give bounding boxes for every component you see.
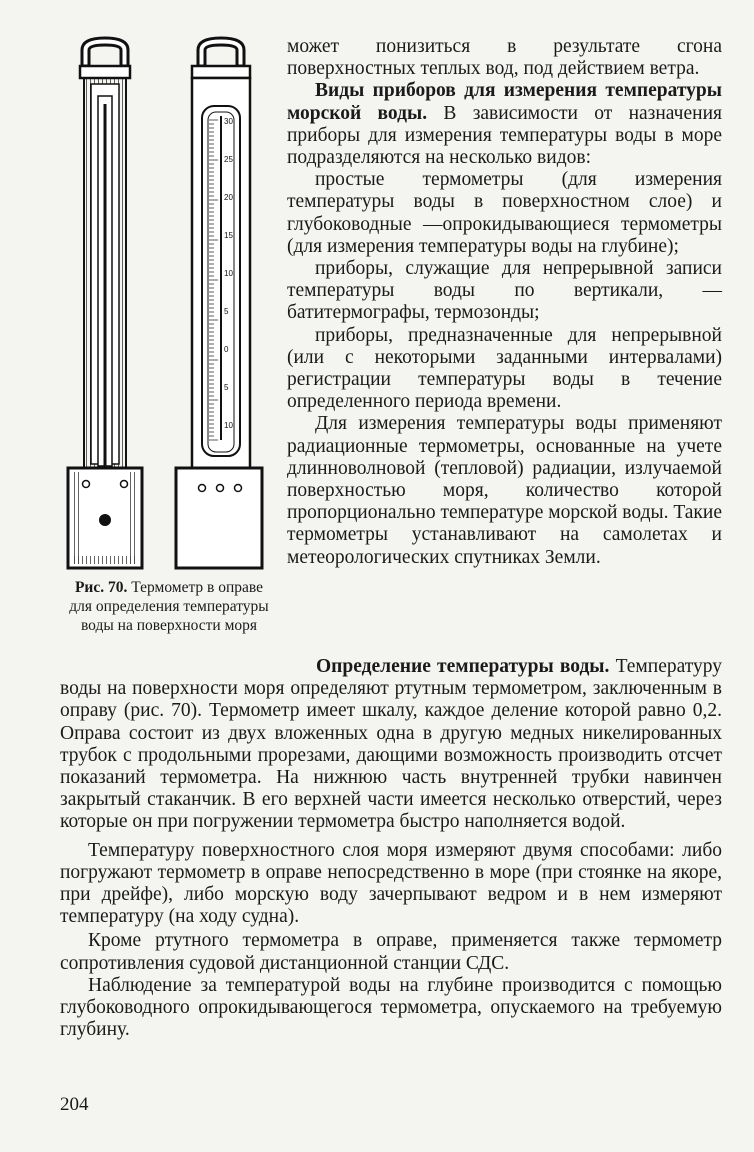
paragraph-6: Для измерения температуры воды применяют радиационные термометры, основанные на учете длинноволновой (тепловой) радиации, излучаемой поверхностью моря, количество которой пропорционально температуре морской воды. Такие термометры устанавливают на самолетах и метеорологических спутниках Земли.: [287, 413, 722, 568]
paragraph-9: Кроме ртутного термометра в оправе, применяется также термометр сопротивления судовой дистанционной станции СДС.: [60, 930, 722, 974]
paragraph-3: простые термометры (для измерения температуры воды в поверхностном слое) и глубоководные —опрокидывающиеся термометры (для измерения температуры воды на глубине);: [287, 169, 722, 257]
paragraph-5: приборы, предназначенные для непрерывной (или с некоторыми заданными интервалами) регистрации температуры воды в течение определенного периода времени.: [287, 324, 722, 413]
paragraph-10: Наблюдение за температурой воды на глубине производится с помощью глубоководного опрокидывающегося термометра, опускаемого на требуемую глубину.: [60, 974, 722, 1041]
figure-70: [58, 36, 280, 576]
paragraph-7: [60, 656, 722, 834]
paragraph-1: может понизиться в результате сгона поверхностных теплых вод, под действием ветра.: [287, 36, 722, 80]
paragraph-2-text: В зависимости от назначения приборы для измерения температуры воды в море подразделяются на несколько видов:: [287, 102, 722, 169]
full-width-text: [60, 656, 722, 1041]
scale-label: 25: [224, 155, 233, 164]
scale-label: 5: [224, 307, 229, 316]
caption-lead: Рис. 70.: [74, 579, 128, 596]
thermometer-illustration: [58, 36, 280, 576]
scale-label: 0: [224, 345, 229, 354]
heading-water-temperature: Определение температуры воды.: [316, 656, 610, 677]
scale-label: 10: [224, 269, 233, 278]
paragraph-8: Температуру поверхностного слоя моря измеряют двумя способами: либо погружают термометр в оправе непосредственно в море (при стоянке на якоре, при дрейфе), либо морскую воду зачерпывают ведром и в нем измеряют температуру (на ходу судна).: [60, 839, 722, 928]
paragraph-4: приборы, служащие для непрерывной записи температуры воды по вертикали, — батитермографы, термозонды;: [287, 258, 722, 324]
right-column-text: [287, 36, 722, 569]
scale-label: 5: [224, 383, 229, 392]
scale-label: 10: [224, 421, 233, 430]
scale-label: 15: [224, 231, 233, 240]
heading-instrument-types: Виды приборов для измерения температуры морской воды.: [287, 80, 722, 124]
page-number: 204: [60, 1094, 89, 1115]
figure-caption: [62, 578, 276, 635]
paragraph-7-text: Температуру воды на поверхности моря определяют ртутным термометром, заключенным в оправу (рис. 70). Термометр имеет шкалу, каждое деление которой равно 0,2. Оправа состоит из двух вложенных одна в другую медных никелированных трубок с продольными прорезами, дающими возможность производить отсчет показаний термометра. На нижнюю часть внутренней трубки навинчен закрытый стаканчик. В его верхней части имеется несколько отверстий, через которые он при погружении термометра быстро наполняется водой.: [60, 656, 723, 833]
caption-text: Термометр в оправе для определения температуры воды на поверхности моря: [69, 579, 269, 634]
paragraph-2: [287, 80, 722, 169]
right-thermometer: [176, 38, 262, 568]
left-thermometer: [68, 38, 142, 568]
scale-label: 20: [224, 193, 233, 202]
scale-label: 30: [224, 117, 233, 126]
